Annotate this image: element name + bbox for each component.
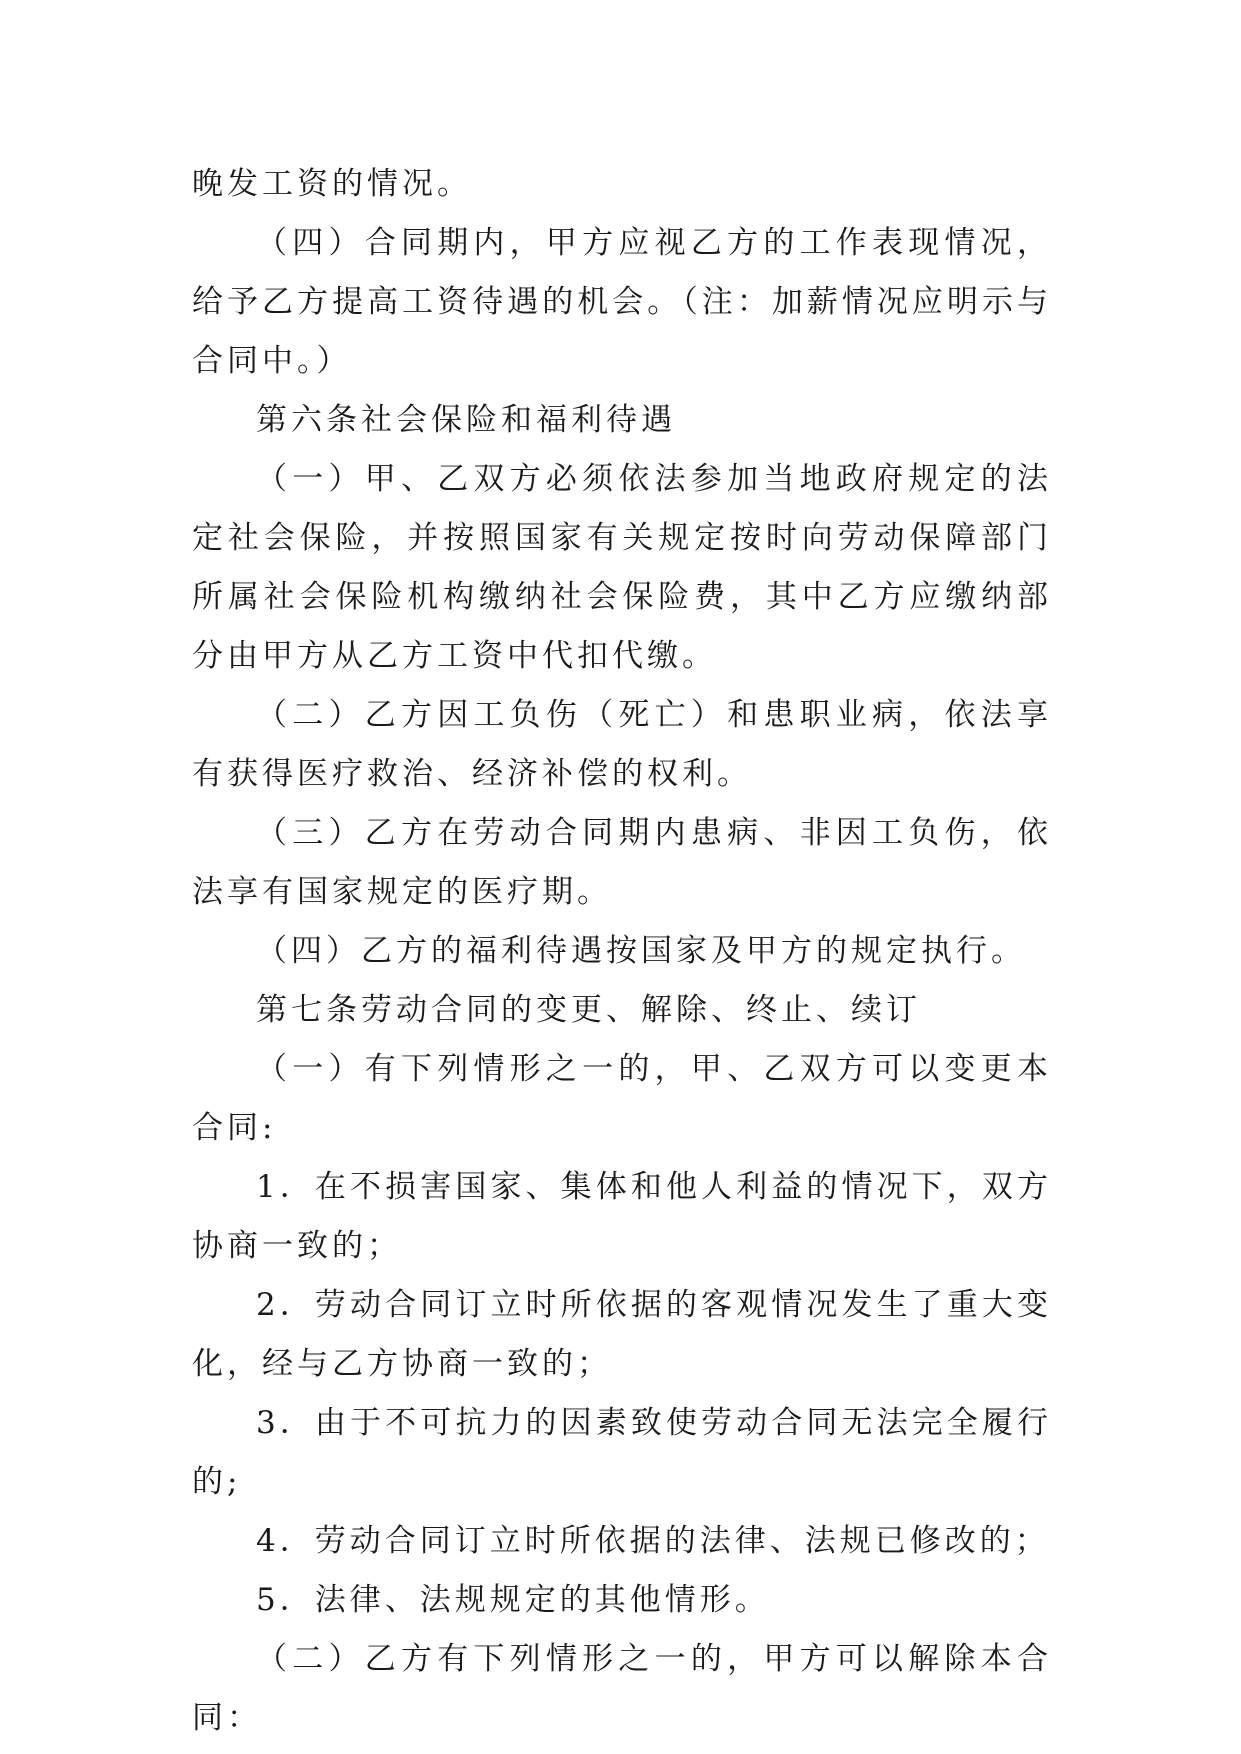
paragraph-clause-6-3: （三）乙方在劳动合同期内患病、非因工负伤，依法享有国家规定的医疗期。 [192, 815, 1052, 910]
paragraph-continuation: 晚发工资的情况。 [192, 166, 472, 202]
paragraph-clause-6-1: （一）甲、乙双方必须依法参加当地政府规定的法定社会保险，并按照国家有关规定按时向劳动保障部门所属社会保险机构缴纳社会保险费，其中乙方应缴纳部分由甲方从乙方工资中代扣代缴。 [192, 461, 1052, 674]
paragraph-clause-6-4: （四）乙方的福利待遇按国家及甲方的规定执行。 [256, 933, 1026, 969]
paragraph-clause-5-4: （四）合同期内，甲方应视乙方的工作表现情况，给予乙方提高工资待遇的机会。（注：加薪情况应明示与合同中。） [192, 225, 1052, 379]
article-7-heading: 第七条劳动合同的变更、解除、终止、续订 [256, 992, 921, 1028]
document-body [192, 155, 1052, 1748]
list-item-2: 2．劳动合同订立时所依据的客观情况发生了重大变化，经与乙方协商一致的； [192, 1287, 1052, 1382]
list-item-4: 4．劳动合同订立时所依据的法律、法规已修改的； [256, 1523, 1050, 1559]
list-item-5: 5．法律、法规规定的其他情形。 [256, 1582, 770, 1618]
list-item-1: 1．在不损害国家、集体和他人利益的情况下，双方协商一致的； [192, 1169, 1052, 1264]
article-6-heading: 第六条社会保险和福利待遇 [256, 402, 676, 438]
list-item-3: 3．由于不可抗力的因素致使劳动合同无法完全履行的; [192, 1405, 1052, 1500]
paragraph-clause-6-2: （二）乙方因工负伤（死亡）和患职业病，依法享有获得医疗救治、经济补偿的权利。 [192, 697, 1052, 792]
paragraph-clause-7-2: （二）乙方有下列情形之一的，甲方可以解除本合同： [192, 1641, 1052, 1736]
paragraph-clause-7-1: （一）有下列情形之一的，甲、乙双方可以变更本合同: [192, 1051, 1052, 1146]
